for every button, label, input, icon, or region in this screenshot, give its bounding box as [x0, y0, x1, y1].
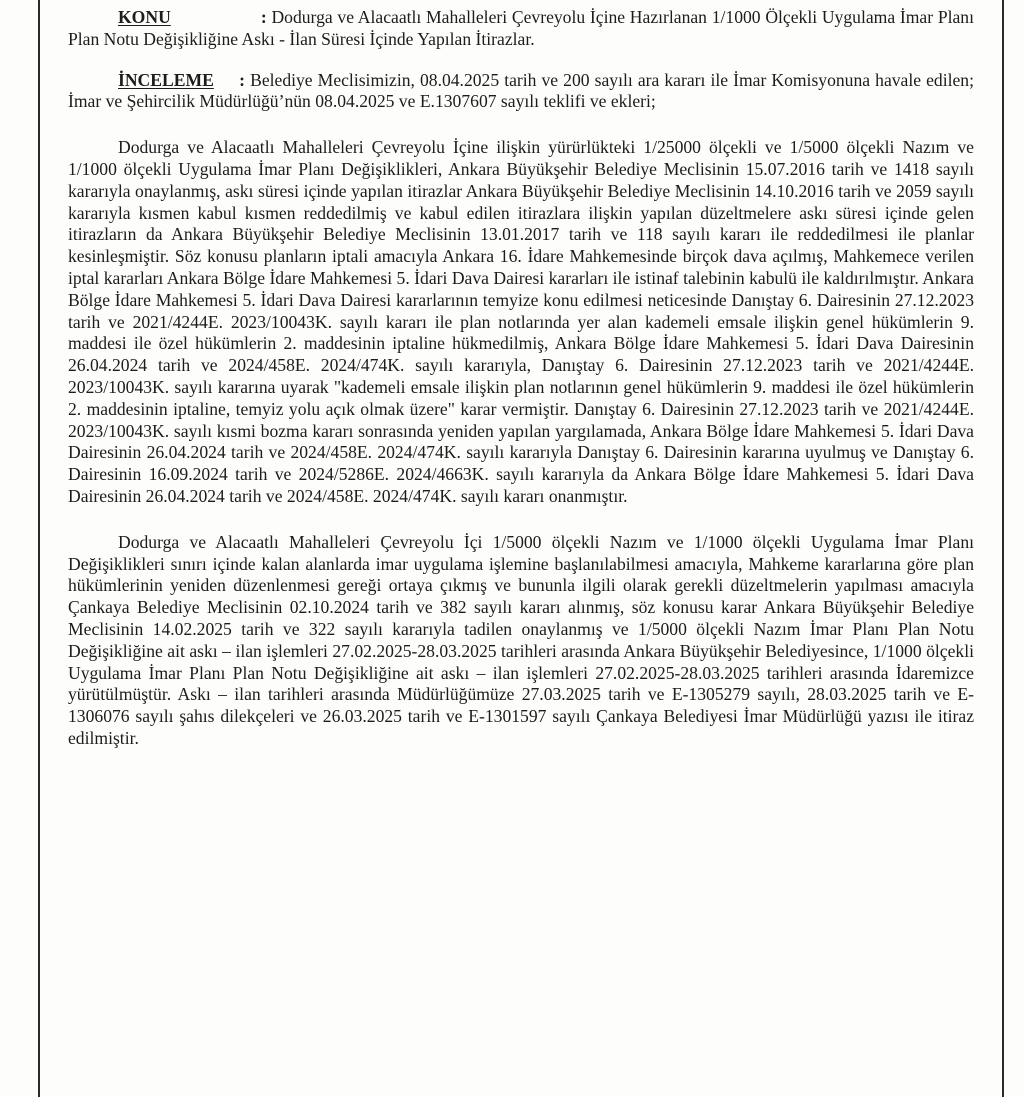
- review-paragraph: [68, 70, 974, 114]
- page-border-left: [38, 0, 40, 1097]
- review-separator: :: [239, 69, 245, 90]
- subject-separator: :: [260, 7, 267, 27]
- subject-paragraph: [68, 7, 974, 51]
- review-label: İNCELEME: [118, 69, 214, 90]
- subject-text: Dodurga ve Alacaatlı Mahalleleri Çevreyolu İçine Hazırlanan 1/1000 Ölçekli Uygulama İmar Planı Plan Notu Değişikliğine Askı - İlan Süresi İçinde Yapılan İtirazlar.: [68, 7, 974, 49]
- page-border-right: [1002, 0, 1004, 1097]
- body-paragraph-court-history: Dodurga ve Alacaatlı Mahalleleri Çevreyolu İçine ilişkin yürürlükteki 1/25000 ölçekli ve 1/5000 ölçekli Nazım ve 1/1000 ölçekli Uygulama İmar Planı Değişiklikleri, Ankara Büyükşehir Belediye Meclisinin 15.07.2016 tarih ve 1418 sayılı kararıyla onaylanmış, askı süresi içinde yapılan itirazlar Ankara Büyükşehir Belediye Meclisinin 14.10.2016 tarih ve 2059 sayılı kararıyla kısmen kabul kısmen reddedilmiş ve kabul edilen itirazlara ilişkin yapılan düzeltmelere askı süresi içinde gelen itirazların da Ankara Büyükşehir Belediye Meclisinin 13.01.2017 tarih ve 118 sayılı kararı ile reddedilmesi ile planlar kesinleşmiştir. Söz konusu planların iptali amacıyla Ankara 16. İdare Mahkemesinde birçok dava açılmış, Mahkemece verilen iptal kararları Ankara Bölge İdare Mahkemesi 5. İdari Dava Dairesi kararları ile istinaf talebinin kabulü ile kaldırılmıştır. Ankara Bölge İdare Mahkemesi 5. İdari Dava Dairesi kararlarının temyize konu edilmesi neticesinde Danıştay 6. Dairesinin 27.12.2023 tarih ve 2021/4244E. 2023/10043K. sayılı kararı ile plan notlarında yer alan kademeli emsale ilişkin genel hükümlerin 9. maddesi ile özel hükümlerin 2. maddesinin iptaline hükmedilmiş, Ankara Bölge İdare Mahkemesi 5. İdari Dava Dairesinin 26.04.2024 tarih ve 2024/458E. 2024/474K. sayılı kararıyla, Danıştay 6. Dairesinin 27.12.2023 tarih ve 2021/4244E. 2023/10043K. sayılı kararına uyarak "kademeli emsale ilişkin plan notlarının genel hükümlerin 9. maddesi ile özel hükümlerin 2. maddesinin iptaline, temyiz yolu açık olmak üzere" karar vermiştir. Danıştay 6. Dairesinin 27.12.2023 tarih ve 2021/4244E. 2023/10043K. sayılı kısmi bozma kararı sonrasında yeniden yapılan yargılamada, Ankara Bölge İdare Mahkemesi 5. İdari Dava Dairesinin 26.04.2024 tarih ve 2024/458E. 2024/474K. sayılı kararıyla Danıştay 6. Dairesinin kararına uyulmuş ve Danıştay 6. Dairesinin 16.09.2024 tarih ve 2024/5286E. 2024/4663K. sayılı kararıyla da Ankara Bölge İdare Mahkemesi 5. İdari Dava Dairesinin 26.04.2024 tarih ve 2024/458E. 2024/474K. sayılı kararı onanmıştır.: [68, 137, 974, 506]
- review-text: Belediye Meclisimizin, 08.04.2025 tarih ve 200 sayılı ara kararı ile İmar Komisyonuna havale edilen; İmar ve Şehircilik Müdürlüğü’nün 08.04.2025 ve E.1307607 sayılı teklifi ve ekleri;: [68, 69, 974, 112]
- subject-label: KONU: [118, 7, 171, 27]
- body-paragraph-objections: Dodurga ve Alacaatlı Mahalleleri Çevreyolu İçi 1/5000 ölçekli Nazım ve 1/1000 ölçekli Uygulama İmar Planı Değişiklikleri sınırı içinde kalan alanlarda imar uygulama işlemine başlanılabilmesi amacıyla, Mahkeme kararlarına göre plan hükümlerinin yeniden düzenlenmesi gereği ortaya çıkmış ve bununla ilgili olarak gerekli düzeltmelerin yapılması amacıyla Çankaya Belediye Meclisinin 02.10.2024 tarih ve 382 sayılı kararı alınmış, söz konusu karar Ankara Büyükşehir Belediye Meclisinin 14.02.2025 tarih ve 322 sayılı kararıyla tadilen onaylanmış ve 1/5000 ölçekli Nazım İmar Planı Plan Notu Değişikliğine ait askı – ilan işlemleri 27.02.2025-28.03.2025 tarihleri arasında Ankara Büyükşehir Belediyesince, 1/1000 ölçekli Uygulama İmar Planı Plan Notu Değişikliğine ait askı – ilan işlemleri 27.02.2025-28.03.2025 tarihleri arasında İdaremizce yürütülmüştür. Askı – ilan tarihleri arasında Müdürlüğümüze 27.03.2025 tarih ve E-1305279 sayılı, 28.03.2025 tarih ve E-1306076 sayılı şahıs dilekçeleri ve 26.03.2025 tarih ve E-1301597 sayılı Çankaya Belediyesi İmar Müdürlüğü yazısı ile itiraz edilmiştir.: [68, 531, 974, 748]
- document-body: [68, 7, 974, 750]
